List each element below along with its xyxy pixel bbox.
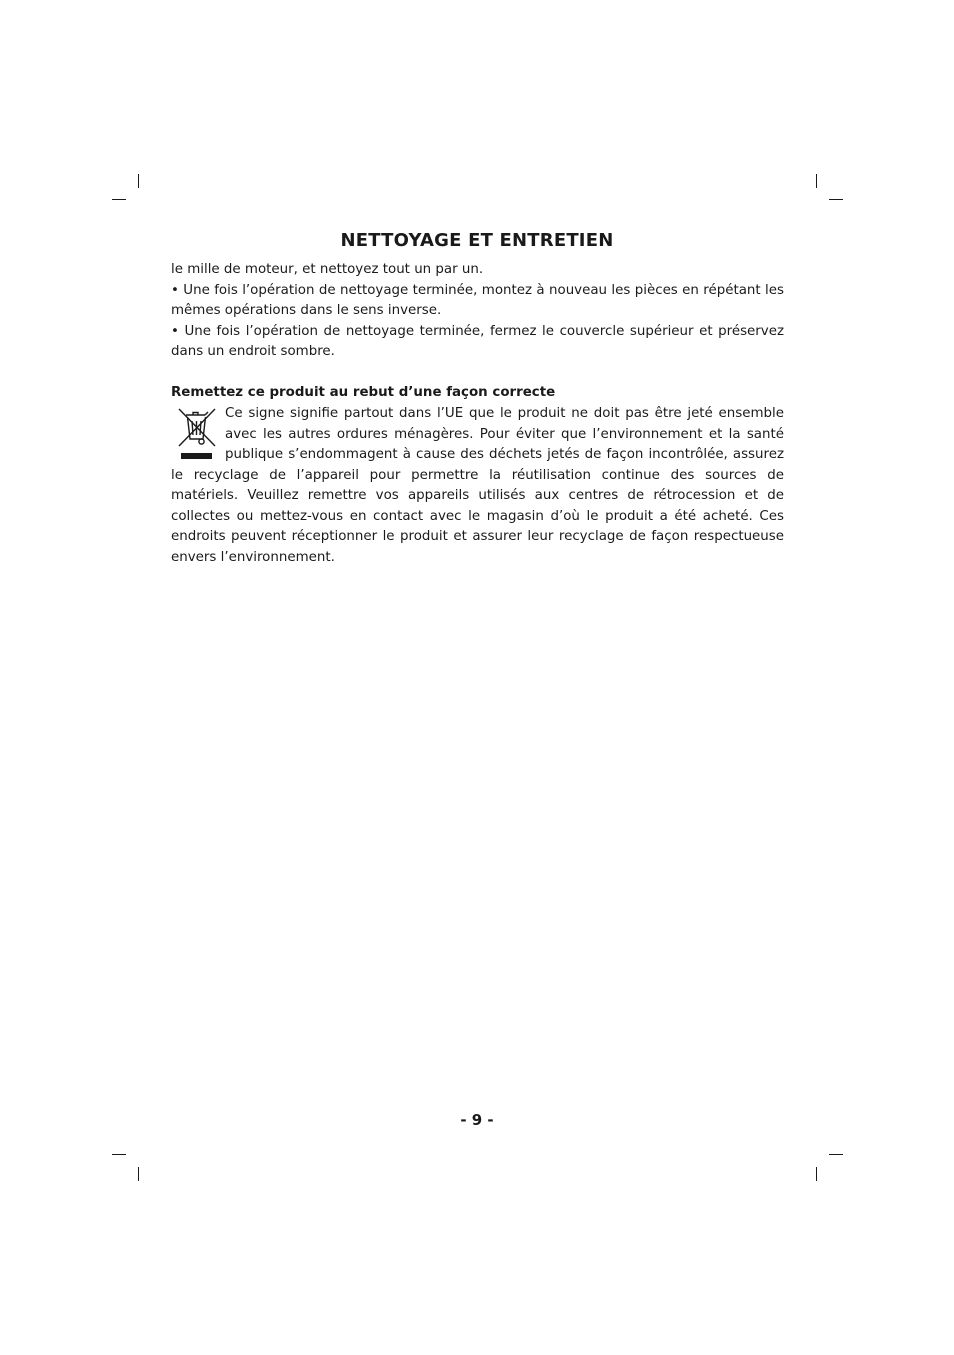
crossed-out-wheelie-bin-icon: [175, 406, 219, 462]
page-number: - 9 -: [460, 1111, 494, 1129]
disposal-heading: Remettez ce produit au rebut d’une façon correcte: [171, 385, 556, 400]
disposal-text: Ce signe signifie partout dans l’UE que le produit ne doit pas être jeté ensemble avec les autres ordures ménagères. Pour éviter que l’environnement et la santé publique s’endommagent à cause des déchets jetés de façon incontrôlée, assurez le recyclage de l’appareil pour permettre la réutilisation continue des sources de matériels. Veuillez remettre vos appareils utilisés aux centres de rétrocession et de collectes ou mettez-vous en contact avec le magasin d’où le produit a été acheté. Ces endroits peuvent réceptionner le produit et assurer leur recyclage de façon respectueuse envers l’environnement.: [171, 406, 784, 565]
disposal-section: [171, 404, 784, 568]
crop-mark-top-right-vertical: [816, 174, 817, 188]
intro-paragraph: • Une fois l’opération de nettoyage terminée, fermez le couvercle supérieur et préservez dans un endroit sombre.: [171, 323, 784, 359]
crop-mark-bottom-left-horizontal: [112, 1154, 126, 1155]
intro-paragraph: le mille de moteur, et nettoyez tout un par un.: [171, 262, 484, 277]
crop-mark-bottom-right-horizontal: [829, 1154, 843, 1155]
intro-paragraph: • Une fois l’opération de nettoyage terminée, montez à nouveau les pièces en répétant les mêmes opérations dans le sens inverse.: [171, 282, 784, 318]
intro-section: [171, 260, 784, 363]
crop-mark-bottom-right-vertical: [816, 1167, 817, 1181]
crop-mark-top-left-vertical: [138, 174, 139, 188]
page-title: NETTOYAGE ET ENTRETIEN: [340, 230, 614, 251]
crop-mark-bottom-left-vertical: [138, 1167, 139, 1181]
crop-mark-top-left-horizontal: [112, 199, 126, 200]
crop-mark-top-right-horizontal: [829, 199, 843, 200]
